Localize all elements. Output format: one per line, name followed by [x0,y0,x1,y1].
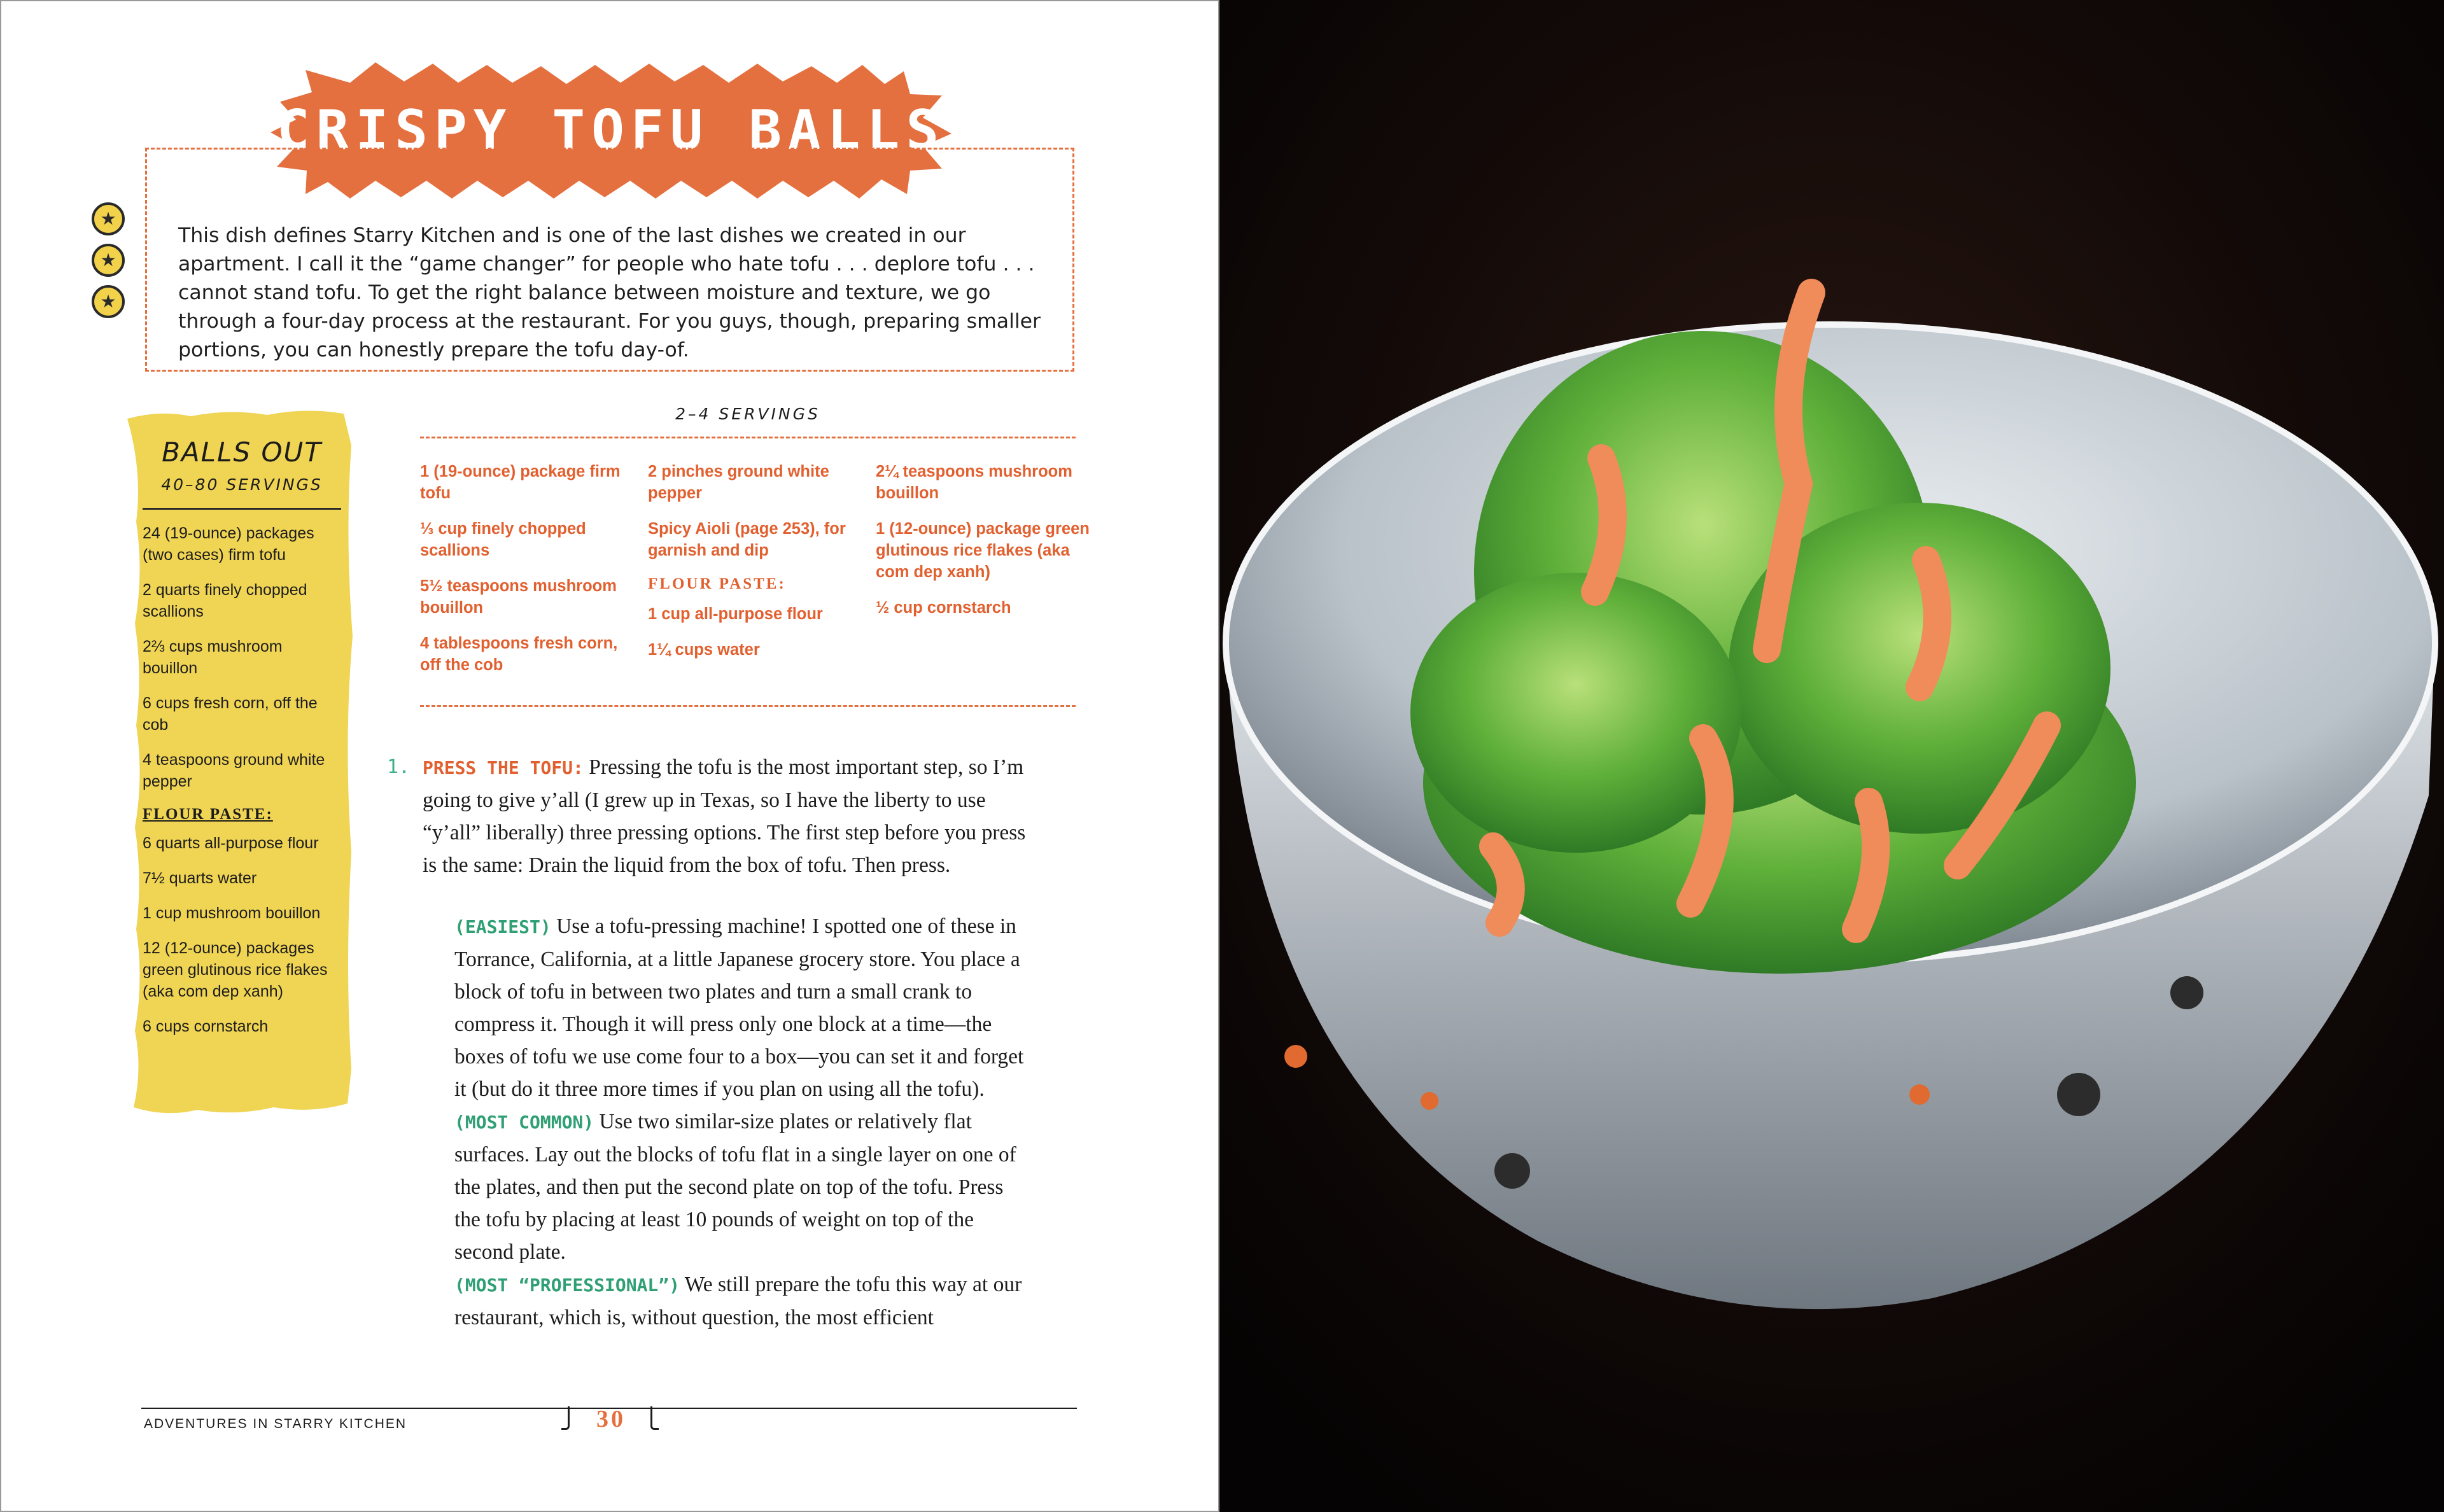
step-number: 1. [387,756,411,778]
sidebar-ingredient: 7½ quarts water [143,869,257,887]
ingredient-item: Spicy Aioli (page 253), for garnish and dip [648,520,846,559]
star-icon: ★ [92,285,125,318]
step-label: PRESS THE TOFU: [423,757,584,778]
ingredients-top-divider [420,437,1076,438]
step-text: Pressing the tofu is the most important step, so I’m going to give y’all (I grew up in Texas, so I have the liberty to use “y’all” liberally) three pressing options. The first step before you press is the same: Drain the liquid from the box of tofu. Then press. [423,755,1026,877]
sidebar-content [143,437,341,1051]
option-text: We still prepare the tofu this way at our restaurant, which is, without question, the most efficient [454,1273,1022,1329]
sidebar-flour-heading: FLOUR PASTE: [143,806,273,823]
option-text: Use two similar-size plates or relatively flat surfaces. Lay out the blocks of tofu flat in a single layer on one of the plates, and then put the second plate on top of the tofu. Press the tofu by placing at least 10 pounds of weight on top of the second plate. [454,1110,1016,1264]
difficulty-rating [92,202,127,326]
recipe-title: CRISPY TOFU BALLS [276,99,946,162]
sidebar-ingredient: 6 cups fresh corn, off the cob [143,694,318,734]
pressing-option [454,910,1034,1105]
sidebar-ingredient: 4 teaspoons ground white pepper [143,751,325,790]
sidebar-ingredient: 6 cups cornstarch [143,1018,269,1035]
pressing-options [454,910,1034,1334]
sidebar-ingredient: 2 quarts finely chopped scallions [143,581,307,620]
sidebar-title: BALLS OUT [162,437,322,468]
ingredient-item: 2¼ teaspoons mushroom bouillon [876,463,1072,502]
ingredient-item: 4 tablespoons fresh corn, off the cob [420,634,618,674]
food-illustration [1219,0,2444,1512]
option-text: Use a tofu-pressing machine! I spotted one of these in Torrance, California, at a little Japanese grocery store. You place a block of tofu in between two plates and turn a small crank to compress it. Though it will press only one block at a time—the boxes of tofu we use come four to a box—you can set it and forget it (but do it three more times if you plan on using all the tofu). [454,914,1024,1101]
servings-label: 2–4 SERVINGS [675,405,820,423]
ingredient-item: 1¼ cups water [648,641,760,659]
balls-out-sidebar [121,407,356,1120]
ingredient-item: 5½ teaspoons mushroom bouillon [420,577,617,617]
ingredient-item: 1 (12-ounce) package green glutinous rice flakes (aka com dep xanh) [876,520,1090,581]
option-label: (MOST “PROFESSIONAL”) [454,1275,680,1296]
star-icon: ★ [92,244,125,277]
ingredient-item: ½ cup cornstarch [876,599,1011,617]
intro-paragraph: This dish defines Starry Kitchen and is one of the last dishes we created in our apartment. I call it the “game changer” for people who hate tofu . . . deplore tofu . . . cannot stand tofu. To get the right balance between moisture and texture, we go through a four-day process at the restaurant. For you guys, though, preparing smaller portions, you can honestly prepare the tofu day-of. [178,224,1041,361]
ingredient-item: 1 cup all-purpose flour [648,605,823,623]
tofu-balls-photo [1219,0,2444,1512]
page-number-bracket-left [561,1406,570,1430]
sidebar-ingredient: 6 quarts all-purpose flour [143,834,319,852]
sidebar-ingredient: 1 cup mushroom bouillon [143,904,321,922]
ingredient-item: 2 pinches ground white pepper [648,463,829,502]
option-label: (MOST COMMON) [454,1112,594,1133]
flour-paste-heading: FLOUR PASTE: [648,575,786,592]
ingredients-bottom-divider [420,705,1076,707]
star-icon: ★ [92,202,125,235]
ingredient-item: 1 (19-ounce) package firm tofu [420,463,621,502]
sidebar-ingredient: 24 (19-ounce) packages (two cases) firm tofu [143,524,314,564]
ingredient-item: ⅓ cup finely chopped scallions [420,520,586,559]
ingredient-column-1 [420,461,636,690]
pressing-option [454,1268,1034,1334]
sidebar-ingredient: 12 (12-ounce) packages green glutinous rice flakes (aka com dep xanh) [143,939,328,1000]
sidebar-servings: 40–80 SERVINGS [161,475,323,494]
step-body [423,751,1036,881]
option-label: (EASIEST) [454,916,551,937]
ingredient-column-3 [876,461,1092,633]
page-number-bracket-right [650,1406,659,1430]
step-1 [387,751,1036,881]
sidebar-ingredient: 2⅔ cups mushroom bouillon [143,638,283,677]
page-number: 30 [596,1406,626,1432]
pressing-option [454,1105,1034,1268]
ingredient-column-2 [648,461,864,675]
sidebar-divider [143,508,341,510]
footer-book-title: ADVENTURES IN STARRY KITCHEN [144,1417,407,1431]
